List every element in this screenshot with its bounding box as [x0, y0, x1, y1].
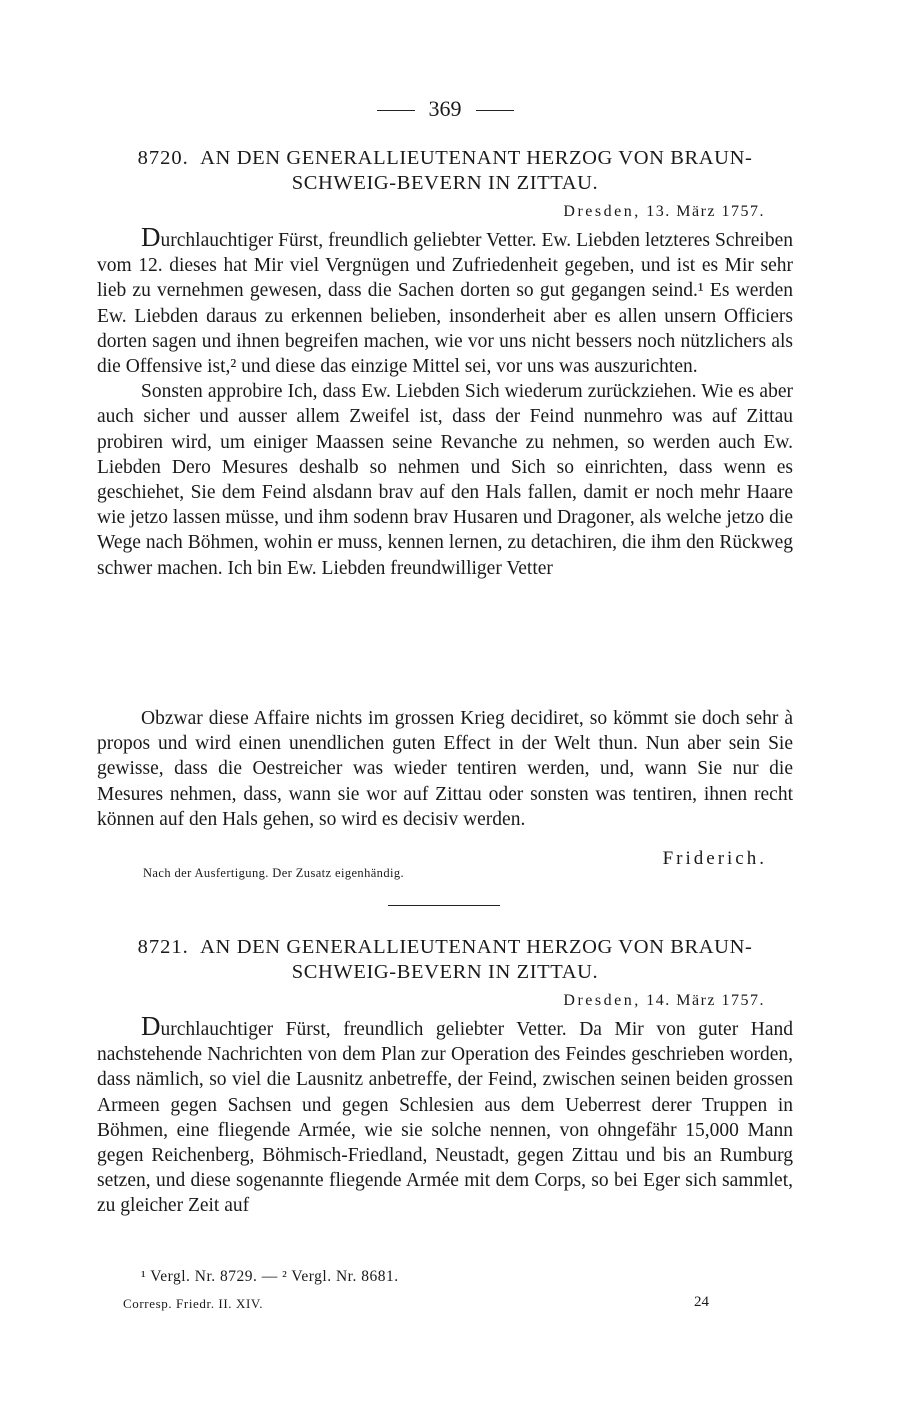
drop-capital: D: [141, 222, 161, 252]
letter-number: 8721.: [137, 936, 189, 958]
footer-volume: Corresp. Friedr. II. XIV.: [123, 1296, 264, 1311]
letter-8720-postscript: [97, 706, 793, 832]
letter-number: 8720.: [137, 147, 189, 169]
signature: Friderich.: [662, 848, 767, 869]
header-dash-left: [377, 110, 415, 111]
postscript-paragraph: Obzwar diese Affaire nichts im grossen Krieg decidiret, so kömmt sie doch sehr à propos und wird einen unendlichen guten Effect in der Welt thun. Nun aber sein Sie gewisse, dass die Oestreicher was wieder tentiren werden, und, wann Sie nur die Mesures nehmen, dass, wann sie wor auf Zittau oder sonsten was tentiren, ihnen recht können auf den Hals gehen, so wird es decisiv werden.: [97, 708, 793, 830]
letter-8720-body: [97, 222, 793, 581]
letter-8721-title: [97, 935, 793, 985]
section-divider: [388, 905, 500, 906]
date-place: Dresden,: [563, 203, 641, 220]
title-line-1: 8720. AN DEN GENERALLIEUTENANT HERZOG VON BRAUN-: [137, 147, 753, 169]
date-rest: 14. März 1757.: [646, 992, 765, 1009]
header-dash-right: [476, 110, 514, 111]
source-note: Nach der Ausfertigung. Der Zusatz eigenhändig.: [143, 866, 405, 880]
paragraph: Sonsten approbire Ich, dass Ew. Liebden Sich wiederum zurückziehen. Wie es aber auch sicher und ausser allem Zweifel ist, dass der Feind nunmehro was auf Zittau probiren wird, um einiger Maassen seine Revanche zu nehmen, so werden auch Ew. Liebden Dero Mesures deshalb so nehmen und Sich so einrichten, dass wenn es geschiehet, Sie dem Feind alsdann brav auf den Hals fallen, damit er noch mehr Haare wie jetzo lassen müsse, und ihm sodenn brav Husaren und Dragoner, als welche jetzo die Wege nach Böhmen, wohin er muss, kennen lernen, zu detachiren, die ihm den Rückweg schwer machen. Ich bin Ew. Liebden freundwilliger Vetter: [97, 381, 793, 579]
paragraph: Durchlauchtiger Fürst, freundlich geliebter Vetter. Ew. Liebden letzteres Schreiben vom 12. dieses hat Mir viel Vergnügen und Zufriedenheit gegeben, und ist es Mir sehr lieb zu vernehmen gewesen, dass die Sachen dorten so gut gegangen seind.¹ Es werden Ew. Liebden daraus zu erkennen belieben, insonderheit aber es allen unsern Officiers dorten sagen und ihnen begreifen machen, wie vor uns nicht bessers noch nützlichers als die Offensive ist,² und diese das einzige Mittel sei, vor uns was auszurichten.: [97, 222, 793, 378]
date-place: Dresden,: [563, 992, 641, 1009]
title-line-1: 8721. AN DEN GENERALLIEUTENANT HERZOG VON BRAUN-: [137, 936, 753, 958]
footnotes: ¹ Vergl. Nr. 8729. — ² Vergl. Nr. 8681.: [141, 1268, 399, 1285]
date-rest: 13. März 1757.: [646, 203, 765, 220]
paragraph: Durchlauchtiger Fürst, freundlich geliebter Vetter. Da Mir von guter Hand nachstehende Nachrichten von dem Plan zur Operation des Feindes geschrieben worden, dass nämlich, so viel die Lausnitz anbetreffe, der Feind, zwischen seinen beiden grossen Armeen gegen Sachsen und gegen Schlesien aus dem Ueberrest derer Truppen in Böhmen, eine fliegende Armée, wie sie solche nennen, von ohngefähr 15,000 Mann gegen Reichenberg, Böhmisch-Friedland, Neustadt, gegen Zittau und bis an Rumburg setzen, und diese sogenannte fliegende Armée mit dem Corps, so bei Eger sich sammlet, zu gleicher Zeit auf: [97, 1011, 793, 1217]
footer-signature-mark: 24: [694, 1294, 709, 1310]
drop-capital: D: [141, 1011, 161, 1041]
letter-8721-body: [97, 1011, 793, 1219]
page-number: 369: [428, 96, 462, 121]
title-line-2: SCHWEIG-BEVERN IN ZITTAU.: [291, 961, 599, 983]
letter-8721-dateline: [563, 992, 765, 1010]
title-line-2: SCHWEIG-BEVERN IN ZITTAU.: [291, 172, 599, 194]
letter-8720-dateline: [563, 203, 765, 221]
letter-8720-title: [97, 146, 793, 196]
page-header: [97, 96, 793, 122]
